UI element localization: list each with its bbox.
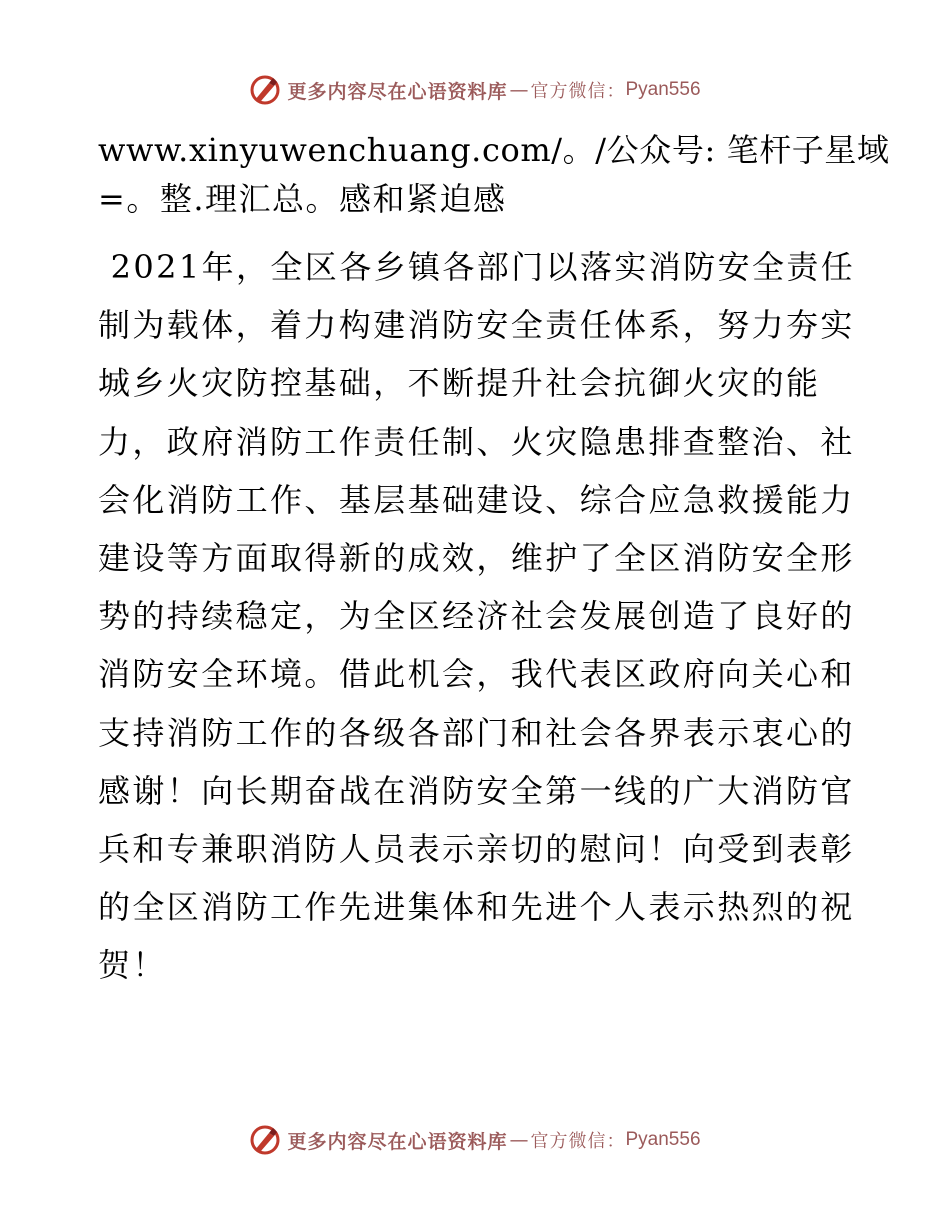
paragraph-line: 贺！ xyxy=(98,946,167,985)
paragraph-line: 力，政府消防工作责任制、火灾隐患排查整治、社 xyxy=(98,422,855,461)
main-paragraph xyxy=(98,238,856,994)
banner-wechat-label: 官方微信： xyxy=(530,81,626,102)
paragraph-line: 建设等方面取得新的成效，维护了全区消防安全形 xyxy=(98,538,855,577)
paragraph-line: 城乡火灾防控基础，不断提升社会抗御火灾的能 xyxy=(98,364,821,403)
banner-wechat-id: Pyan556 xyxy=(625,1129,701,1150)
intro-line-source: www.xinyuwenchuang.com/。/公众号: 笔杆子星域 xyxy=(98,131,890,169)
paragraph-line: 制为载体，着力构建消防安全责任体系，努力夯实 xyxy=(98,306,855,345)
banner-wechat-id: Pyan556 xyxy=(625,79,701,100)
paragraph-line: 会化消防工作、基层基础建设、综合应急救援能力 xyxy=(98,480,855,519)
intro-block xyxy=(98,126,890,224)
paragraph-line: 的全区消防工作先进集体和先进个人表示热烈的祝 xyxy=(98,888,855,927)
paragraph-line: 2021年，全区各乡镇各部门以落实消防安全责任 xyxy=(98,248,856,286)
footer-banner xyxy=(0,1120,950,1160)
pen-nib-logo-icon xyxy=(249,74,281,106)
pen-nib-logo-icon xyxy=(249,1124,281,1156)
intro-line-note: =。整.理汇总。感和紧迫感 xyxy=(98,180,507,218)
banner-title: 更多内容尽在心语资料库 xyxy=(287,1130,508,1153)
paragraph-line: 感谢！向长期奋战在消防安全第一线的广大消防官 xyxy=(98,771,855,810)
banner-separator: — xyxy=(509,1129,529,1151)
paragraph-line: 消防安全环境。借此机会，我代表区政府向关心和 xyxy=(98,655,855,694)
banner-wechat-label: 官方微信： xyxy=(530,1131,626,1152)
banner-title: 更多内容尽在心语资料库 xyxy=(287,80,508,103)
paragraph-line: 支持消防工作的各级各部门和社会各界表示衷心的 xyxy=(98,713,855,752)
banner-separator: — xyxy=(509,79,529,101)
paragraph-line: 势的持续稳定，为全区经济社会发展创造了良好的 xyxy=(98,597,855,636)
header-banner xyxy=(0,70,950,110)
paragraph-line: 兵和专兼职消防人员表示亲切的慰问！向受到表彰 xyxy=(98,829,855,868)
document-body xyxy=(98,126,890,994)
